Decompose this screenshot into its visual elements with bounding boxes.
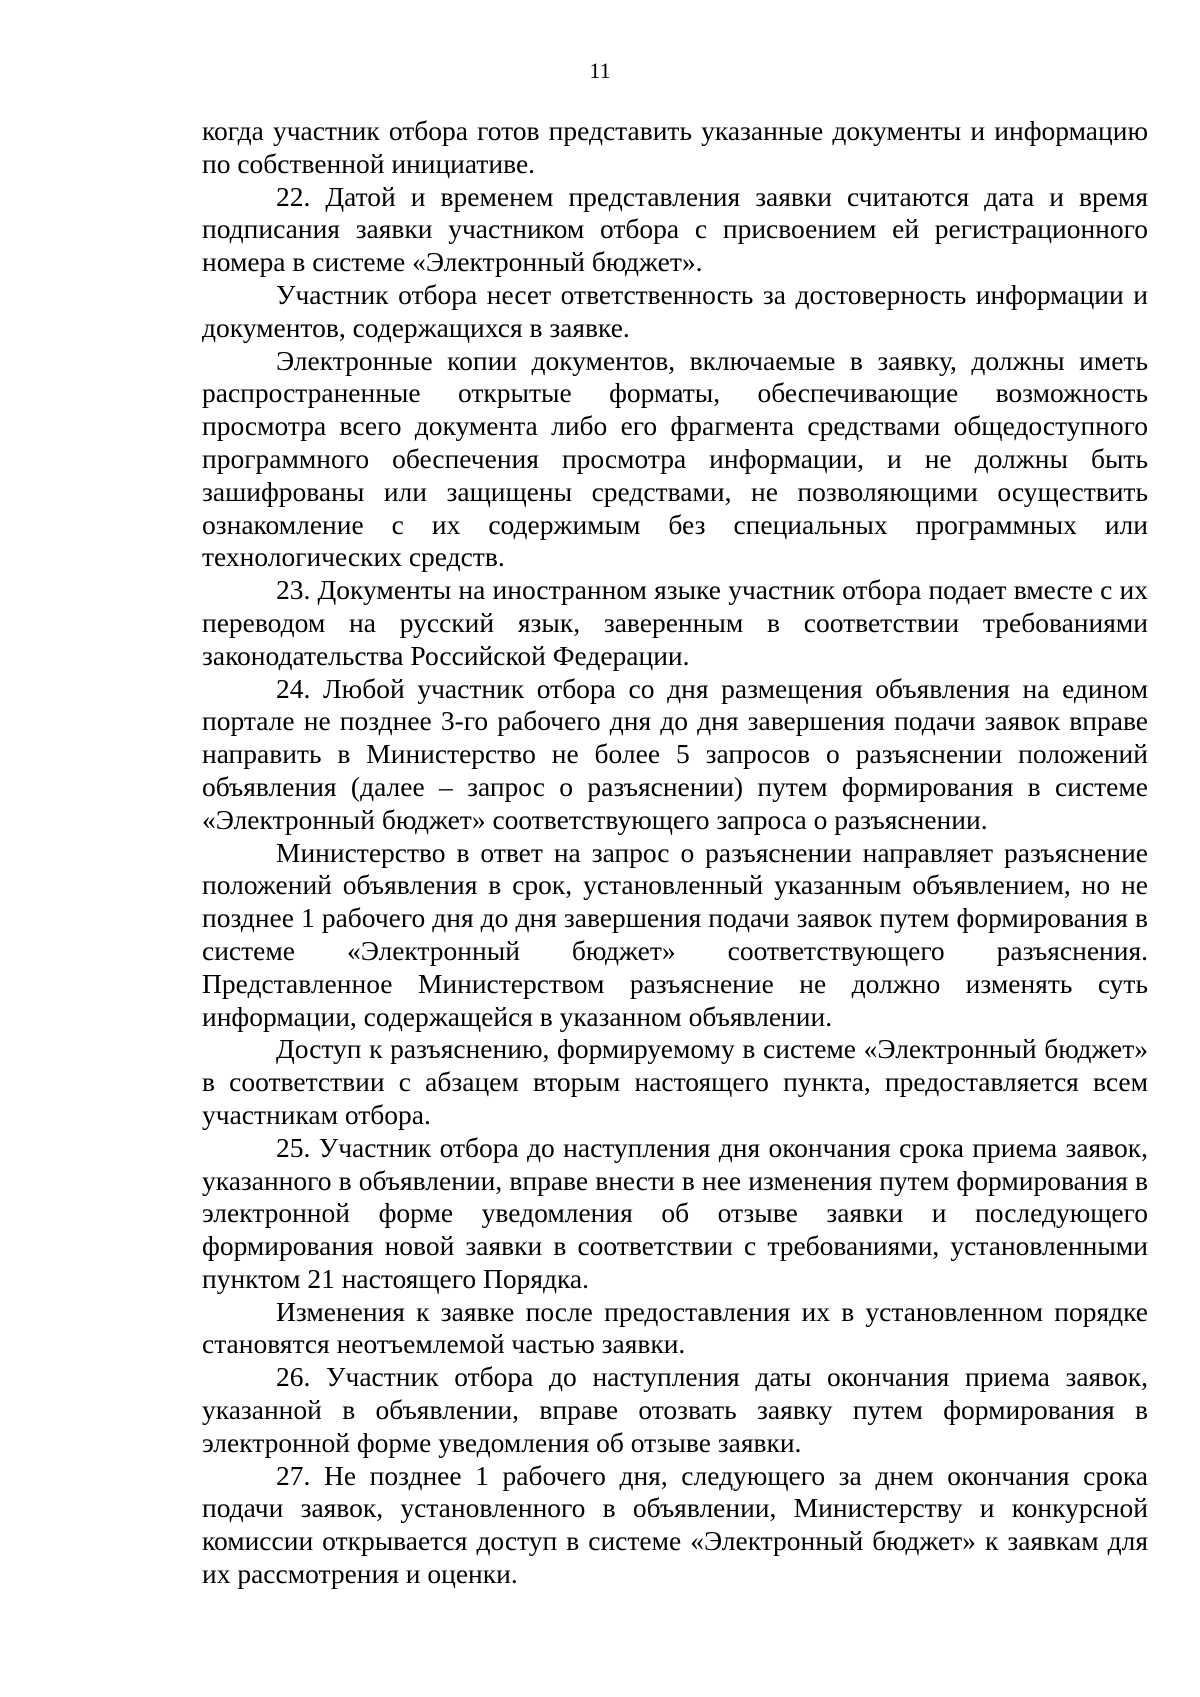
page-number: 11 bbox=[589, 58, 611, 83]
paragraph: 23. Документы на иностранном языке участник отбора подает вместе с их переводом на русский язык, заверенным в соответствии требованиями законодательства Российской Федерации. bbox=[202, 574, 1148, 671]
paragraph: 27. Не позднее 1 рабочего дня, следующего за днем окончания срока подачи заявок, установленного в объявлении, Министерству и конкурсной комиссии открывается доступ в системе «Электронный бюджет» к заявкам для их рассмотрения и оценки. bbox=[202, 1459, 1148, 1590]
paragraph: 24. Любой участник отбора со дня размещения объявления на едином портале не позднее 3-го рабочего дня до дня завершения подачи заявок вправе направить в Министерство не более 5 запросов о разъяснении положений объявления (далее – запрос о разъяснении) путем формирования в системе «Электронный бюджет» соответствующего запроса о разъяснении. bbox=[202, 672, 1148, 835]
document-body bbox=[202, 115, 1148, 1591]
paragraph: Участник отбора несет ответственность за достоверность информации и документов, содержащихся в заявке. bbox=[202, 278, 1148, 343]
paragraph: Министерство в ответ на запрос о разъяснении направляет разъяснение положений объявления в срок, установленный указанным объявлением, но не позднее 1 рабочего дня до дня завершения подачи заявок путем формирования в системе «Электронный бюджет» соответствующего разъяснения. Представленное Министерством разъяснение не должно изменять суть информации, содержащейся в указанном объявлении. bbox=[202, 836, 1148, 1032]
paragraph: 25. Участник отбора до наступления дня окончания срока приема заявок, указанного в объявлении, вправе внести в нее изменения путем формирования в электронной форме уведомления об отзыве заявки и последующего формирования новой заявки в соответствии с требованиями, установленными пунктом 21 настоящего Порядка. bbox=[202, 1131, 1148, 1294]
paragraph: Электронные копии документов, включаемые в заявку, должны иметь распространенные открытые форматы, обеспечивающие возможность просмотра всего документа либо его фрагмента средствами общедоступного программного обеспечения просмотра информации, и не должны быть зашифрованы или защищены средствами, не позволяющими осуществить ознакомление с их содержимым без специальных программных или технологических средств. bbox=[202, 344, 1148, 573]
paragraph: 22. Датой и временем представления заявки считаются дата и время подписания заявки участником отбора с присвоением ей регистрационного номера в системе «Электронный бюджет». bbox=[202, 180, 1148, 278]
paragraph: Доступ к разъяснению, формируемому в системе «Электронный бюджет» в соответствии с абзацем вторым настоящего пункта, предоставляется всем участникам отбора. bbox=[202, 1033, 1148, 1130]
paragraph: когда участник отбора готов представить указанные документы и информацию по собственной инициативе. bbox=[202, 115, 1148, 179]
paragraph: 26. Участник отбора до наступления даты окончания приема заявок, указанной в объявлении, вправе отозвать заявку путем формирования в электронной форме уведомления об отзыве заявки. bbox=[202, 1361, 1148, 1458]
paragraph: Изменения к заявке после предоставления их в установленном порядке становятся неотъемлемой частью заявки. bbox=[202, 1295, 1148, 1360]
